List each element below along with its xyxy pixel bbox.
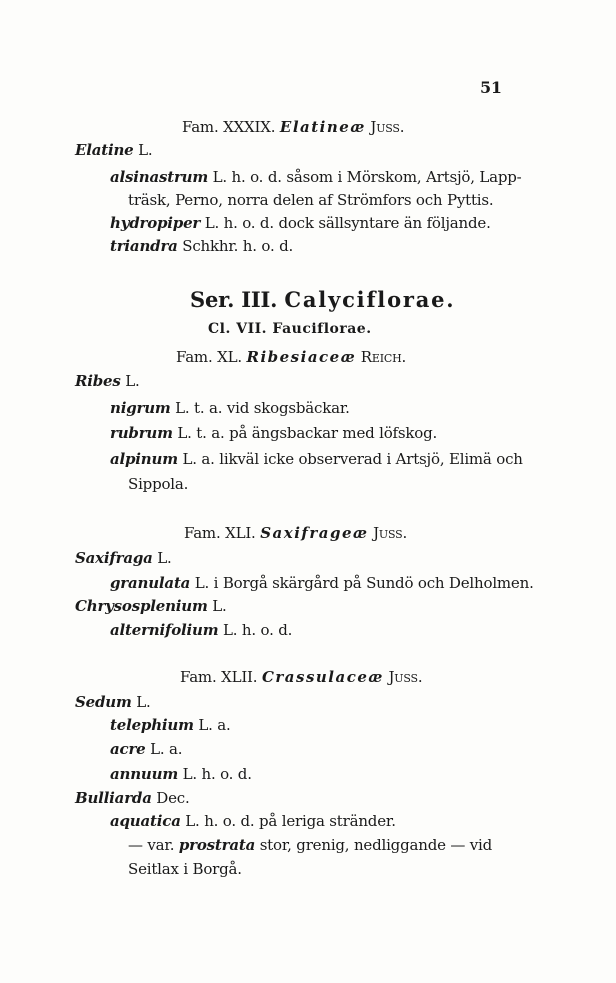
species-name: alpinum [110, 450, 178, 468]
species-text: L. h. o. d. dock sällsyntare än följande. [204, 214, 491, 232]
species-annuum [110, 765, 252, 783]
genus-chrysosplenium [75, 597, 227, 615]
genus-saxifraga [75, 549, 172, 567]
genus-author: L. [212, 597, 227, 615]
species-name: aquatica [110, 812, 181, 830]
species-name: rubrum [110, 424, 173, 442]
species-name: alsinastrum [110, 168, 209, 186]
genus-sedum [75, 693, 151, 711]
family-number: Fam. XLII. [180, 668, 258, 686]
species-name: acre [110, 740, 146, 758]
variety-prostrata-cont: Seitlax i Borgå. [128, 860, 242, 878]
variety-prostrata [128, 836, 492, 854]
family-name: Crassulaceæ [261, 668, 384, 686]
page-number: 51 [480, 78, 502, 97]
family-author: Reich. [360, 348, 407, 366]
species-text: L. a. likväl icke observerad i Artsjö, Elimä och [182, 450, 523, 468]
genus-name: Sedum [75, 693, 132, 711]
species-text: L. t. a. på ängsbackar med löfskog. [177, 424, 438, 442]
genus-author: Dec. [156, 789, 190, 807]
species-text: L. h. o. d. på leriga stränder. [185, 812, 396, 830]
family-author: Juss. [388, 668, 423, 686]
species-text: L. h. o. d. [182, 765, 252, 783]
variety-name: prostrata [178, 836, 256, 854]
family-heading-ribesiaceae [176, 348, 406, 366]
genus-name: Bulliarda [75, 789, 152, 807]
genus-ribes [75, 372, 140, 390]
family-heading-elatineae [182, 118, 404, 136]
species-name: triandra [110, 237, 178, 255]
species-name: annuum [110, 765, 179, 783]
species-aquatica [110, 812, 396, 830]
species-alsinastrum-cont: träsk, Perno, norra delen af Strömfors och Pyttis. [128, 191, 494, 209]
genus-author: L. [136, 693, 151, 711]
genus-name: Ribes [75, 372, 121, 390]
species-text: L. a. [150, 740, 183, 758]
species-acre [110, 740, 182, 758]
species-telephium [110, 716, 231, 734]
variety-text: stor, grenig, nedliggande — vid [259, 836, 492, 854]
series-heading [190, 288, 455, 312]
family-number: Fam. XLI. [184, 524, 256, 542]
family-heading-crassulaceae [180, 668, 422, 686]
species-name: granulata [110, 574, 191, 592]
genus-name: Saxifraga [75, 549, 153, 567]
species-alpinum [110, 450, 523, 468]
species-alpinum-cont: Sippola. [128, 475, 189, 493]
family-author: Juss. [373, 524, 408, 542]
species-text: L. h. o. d. såsom i Mörskom, Artsjö, Lapp- [212, 168, 522, 186]
genus-name: Chrysosplenium [75, 597, 208, 615]
species-name: alternifolium [110, 621, 219, 639]
species-text: L. t. a. vid skogsbäckar. [175, 399, 350, 417]
genus-author: L. [125, 372, 140, 390]
species-hydropiper [110, 214, 491, 232]
species-triandra [110, 237, 293, 255]
family-number: Fam. XL. [176, 348, 242, 366]
genus-bulliarda [75, 789, 190, 807]
species-rubrum [110, 424, 437, 442]
species-name: nigrum [110, 399, 171, 417]
species-alsinastrum [110, 168, 522, 186]
family-number: Fam. XXXIX. [182, 118, 276, 136]
species-text: Schkhr. h. o. d. [182, 237, 294, 255]
series-number: Ser. III. [190, 287, 278, 312]
species-text: L. h. o. d. [223, 621, 293, 639]
species-text: L. i Borgå skärgård på Sundö och Delholmen. [194, 574, 534, 592]
species-granulata [110, 574, 534, 592]
species-alternifolium [110, 621, 292, 639]
family-name: Ribesiaceæ [246, 348, 357, 366]
family-name: Elatineæ [279, 118, 366, 136]
class-heading: Cl. VII. Fauciflorae. [208, 321, 372, 337]
genus-author: L. [157, 549, 172, 567]
family-heading-saxifrageae [184, 524, 407, 542]
variety-prefix: — var. [128, 836, 175, 854]
species-name: telephium [110, 716, 194, 734]
family-name: Saxifrageæ [260, 524, 369, 542]
species-name: hydropiper [110, 214, 201, 232]
species-nigrum [110, 399, 350, 417]
genus-author: L. [138, 141, 153, 159]
series-name: Calyciflorae. [284, 287, 456, 312]
species-text: L. a. [198, 716, 231, 734]
family-author: Juss. [370, 118, 405, 136]
genus-elatine [75, 141, 152, 159]
genus-name: Elatine [75, 141, 134, 159]
